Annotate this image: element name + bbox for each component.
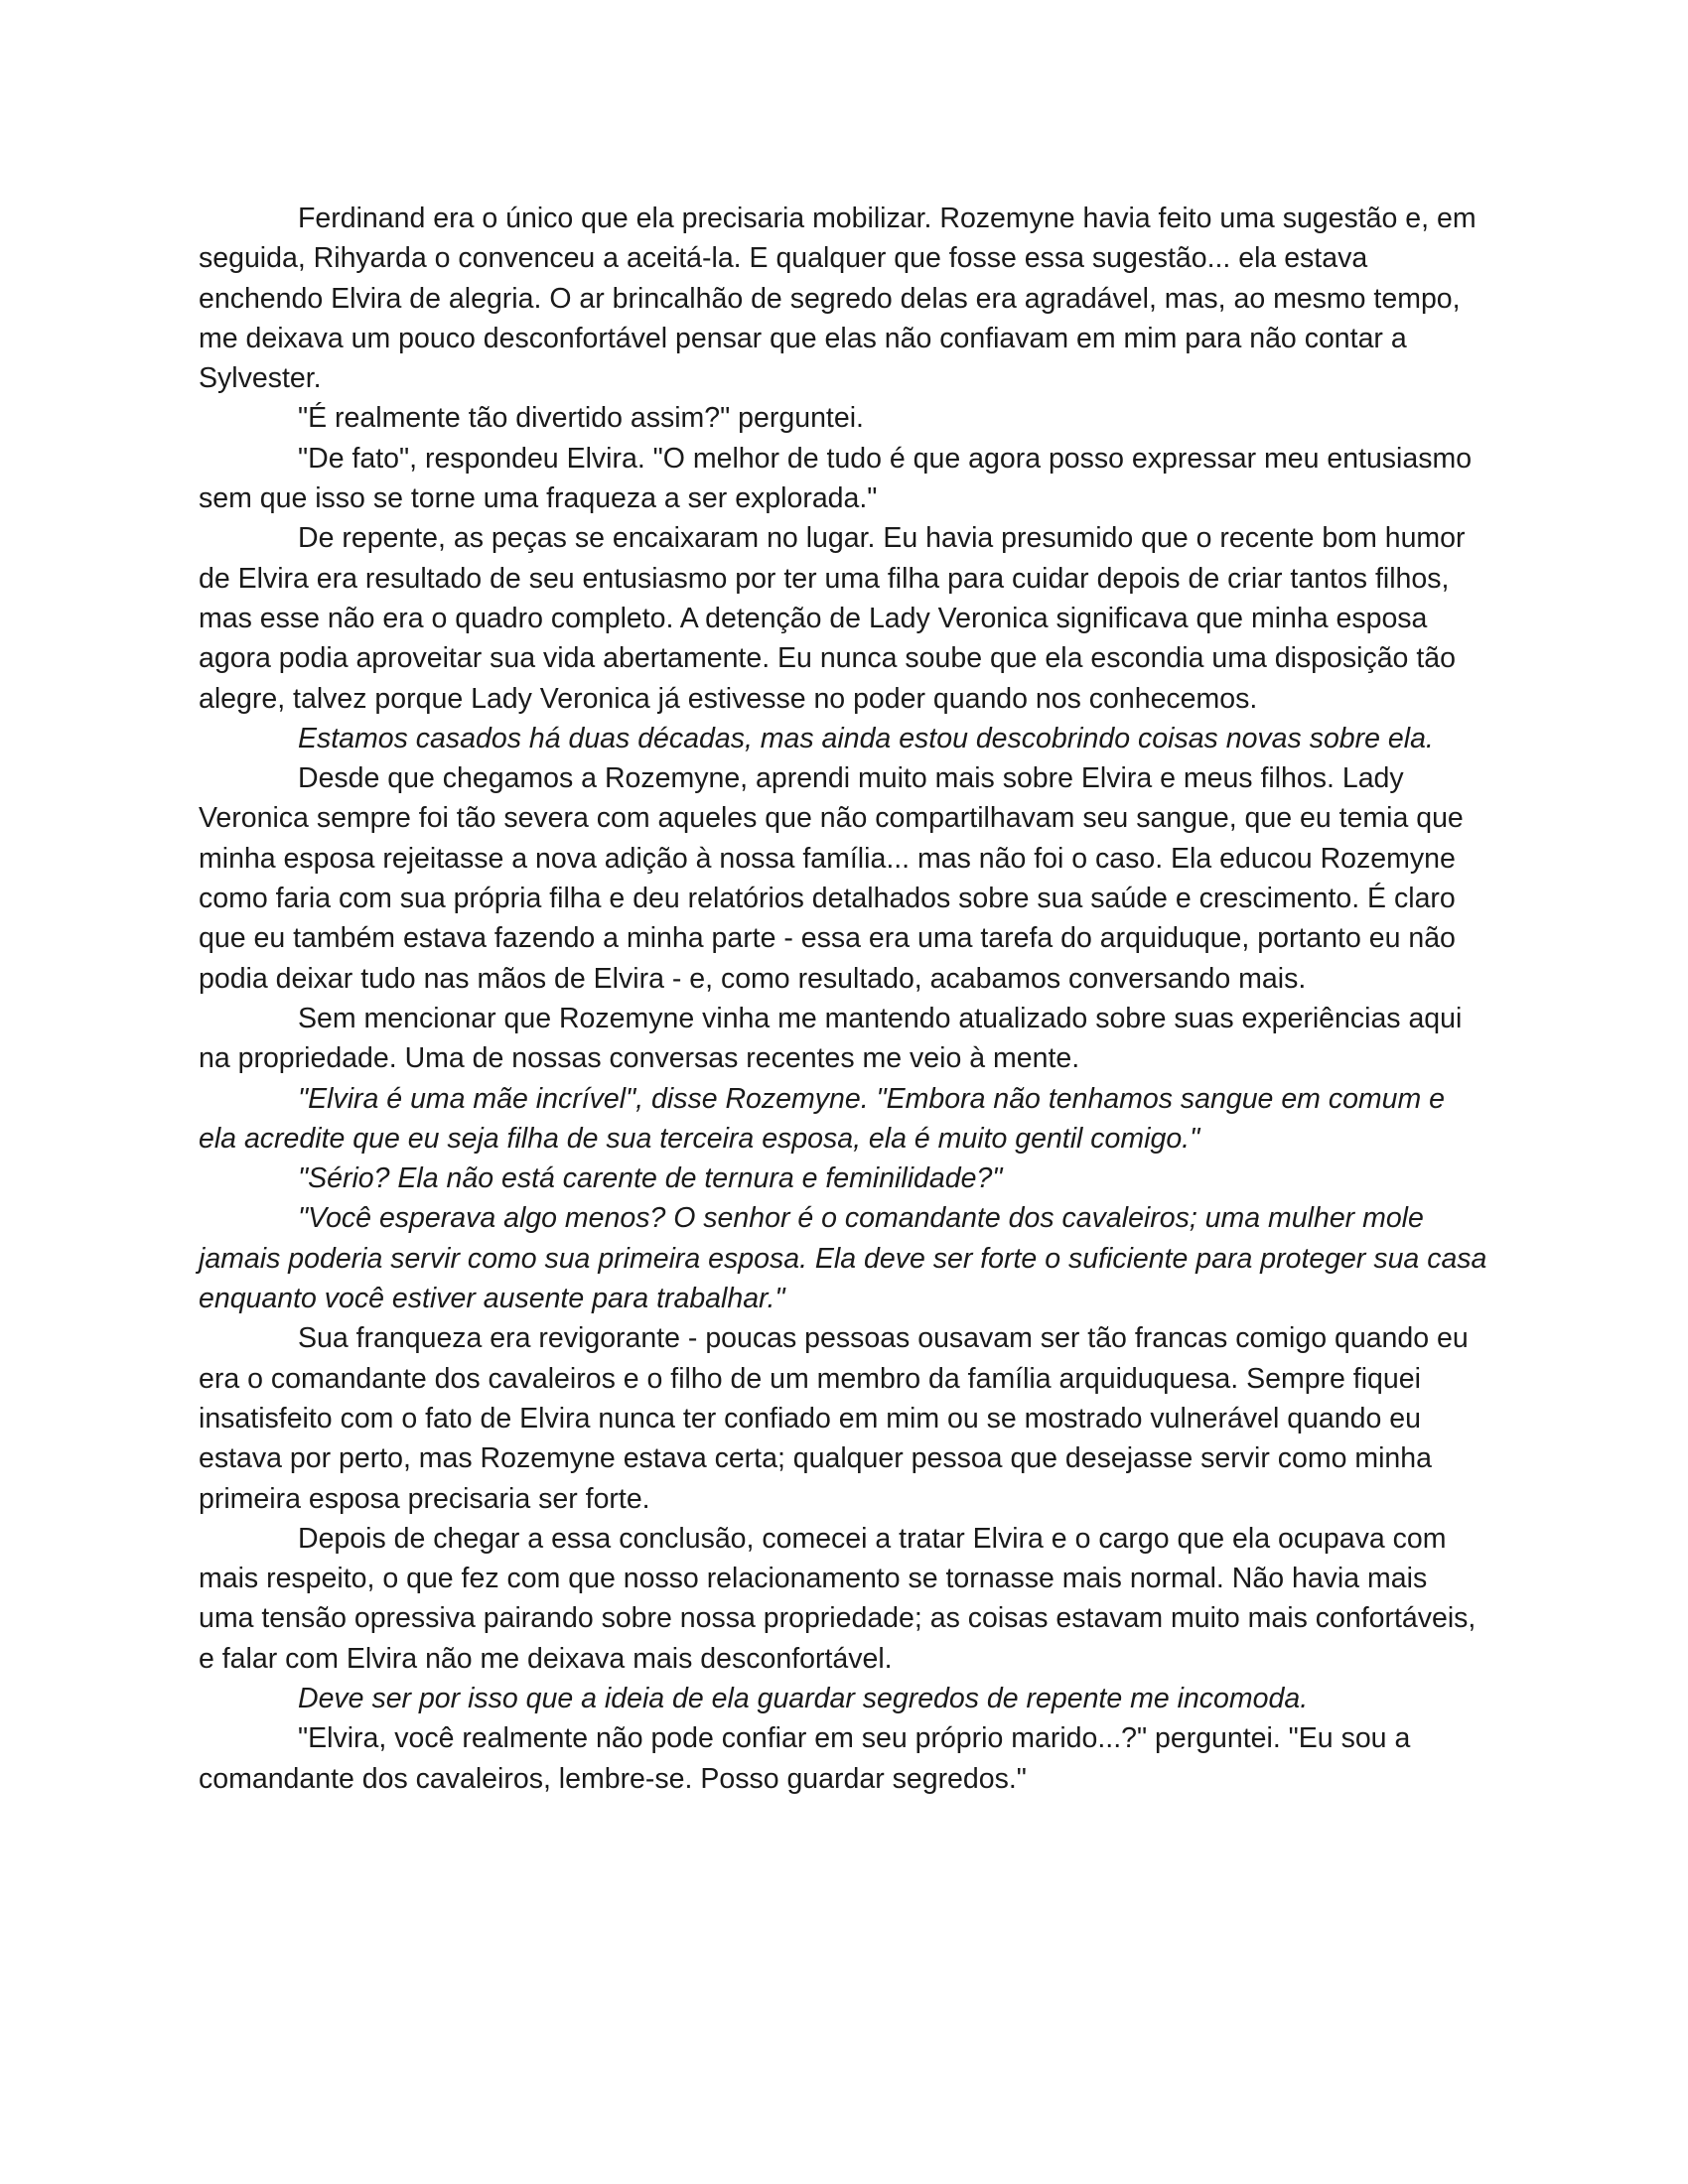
paragraph-italic: Deve ser por isso que a ideia de ela guardar segredos de repente me incomoda.	[298, 1682, 1309, 1714]
paragraph: "De fato", respondeu Elvira. "O melhor de tudo é que agora posso expressar meu entusiasmo sem que isso se torne uma fraqueza a ser explorada."	[199, 442, 1473, 515]
paragraph: "É realmente tão divertido assim?" perguntei.	[298, 402, 864, 435]
paragraph: Desde que chegamos a Rozemyne, aprendi muito mais sobre Elvira e meus filhos. Lady Veronica sempre foi tão severa com aqueles que não compartilhavam seu sangue, que eu temia que minha esposa rejeitasse a nova adição à nossa família... mas não foi o caso. Ela educou Rozemyne como faria com sua própria filha e deu relatórios detalhados sobre sua saúde e crescimento. É claro que eu também estava fazendo a minha parte - essa era uma tarefa do arquiduque, portanto eu não podia deixar tudo nas mãos de Elvira - e, como resultado, acabamos conversando mais.	[199, 762, 1464, 995]
paragraph: Sua franqueza era revigorante - poucas pessoas ousavam ser tão francas comigo quando eu era o comandante dos cavaleiros e o filho de um membro da família arquiduquesa. Sempre fiquei insatisfeito com o fato de Elvira nunca ter confiado em mim ou se mostrado vulnerável quando eu estava por perto, mas Rozemyne estava certa; qualquer pessoa que desejasse servir como minha primeira esposa precisaria ser forte.	[199, 1322, 1469, 1515]
paragraph: De repente, as peças se encaixaram no lugar. Eu havia presumido que o recente bom humor de Elvira era resultado de seu entusiasmo por ter uma filha para cuidar depois de criar tantos filhos, mas esse não era o quadro completo. A detenção de Lady Veronica significava que minha esposa agora podia aproveitar sua vida abertamente. Eu nunca soube que ela escondia uma disposição tão alegre, talvez porque Lady Veronica já estivesse no poder quando nos conhecemos.	[199, 522, 1466, 715]
paragraph-italic: "Elvira é uma mãe incrível", disse Rozemyne. "Embora não tenhamos sangue em comum e ela acredite que eu seja filha de sua terceira esposa, ela é muito gentil comigo."	[199, 1082, 1446, 1155]
paragraph: Depois de chegar a essa conclusão, comecei a tratar Elvira e o cargo que ela ocupava com mais respeito, o que fez com que nosso relacionamento se tornasse mais normal. Não havia mais uma tensão opressiva pairando sobre nossa propriedade; as coisas estavam muito mais confortáveis, e falar com Elvira não me deixava mais desconfortável.	[199, 1522, 1477, 1675]
paragraph-italic: "Sério? Ela não está carente de ternura e feminilidade?"	[298, 1162, 1003, 1195]
paragraph: "Elvira, você realmente não pode confiar em seu próprio marido...?" perguntei. "Eu sou a comandante dos cavaleiros, lembre-se. Posso guardar segredos."	[199, 1722, 1411, 1795]
paragraph-italic: Estamos casados há duas décadas, mas ainda estou descobrindo coisas novas sobre ela.	[298, 722, 1434, 754]
paragraph: Sem mencionar que Rozemyne vinha me mantendo atualizado sobre suas experiências aqui na propriedade. Uma de nossas conversas recentes me veio à mente.	[199, 1002, 1463, 1075]
document-body	[199, 199, 1489, 1799]
paragraph-italic: "Você esperava algo menos? O senhor é o comandante dos cavaleiros; uma mulher mole jamais poderia servir como sua primeira esposa. Ela deve ser forte o suficiente para proteger sua casa enquanto você estiver ausente para trabalhar."	[199, 1202, 1487, 1315]
paragraph: Ferdinand era o único que ela precisaria mobilizar. Rozemyne havia feito uma sugestão e, em seguida, Rihyarda o convenceu a aceitá-la. E qualquer que fosse essa sugestão... ela estava enchendo Elvira de alegria. O ar brincalhão de segredo delas era agradável, mas, ao mesmo tempo, me deixava um pouco desconfortável pensar que elas não confiavam em mim para não contar a Sylvester.	[199, 203, 1477, 395]
